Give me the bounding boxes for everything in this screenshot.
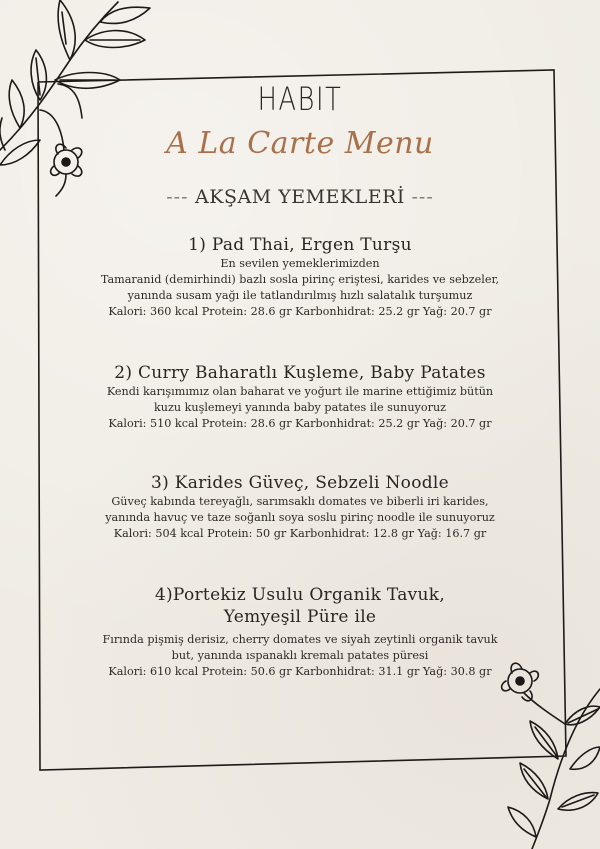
menu-item-description: Kendi karışımımız olan baharat ve yoğurt ile marine ettiğimiz bütün xyxy=(106,385,494,398)
menu-item xyxy=(30,362,570,432)
menu-subtitle: A La Carte Menu xyxy=(166,126,434,161)
menu-item-nutrition: Kalori: 510 kcal Protein: 28.6 gr Karbonhidrat: 25.2 gr Yağ: 20.7 gr xyxy=(108,417,492,430)
botanical-leaves-bottom-right-icon xyxy=(480,659,600,849)
menu-item-nutrition: Kalori: 360 kcal Protein: 28.6 gr Karbonhidrat: 25.2 gr Yağ: 20.7 gr xyxy=(108,305,492,318)
menu-item-description: but, yanında ıspanaklı kremalı patates püresi xyxy=(171,649,429,662)
section-dash-left: --- xyxy=(166,186,189,208)
section-heading xyxy=(0,186,600,208)
menu-item-description: yanında susam yağı ile tatlandırılmış hızlı salatalık turşumuz xyxy=(127,289,473,302)
menu-item-nutrition: Kalori: 610 kcal Protein: 50.6 gr Karbonhidrat: 31.1 gr Yağ: 30.8 gr xyxy=(108,665,492,678)
section-title: AKŞAM YEMEKLERİ xyxy=(195,186,405,208)
menu-item xyxy=(30,472,570,542)
menu-item-description: Güveç kabında tereyağlı, sarımsaklı domates ve biberli iri karides, xyxy=(111,495,489,508)
menu-item-title: 3) Karides Güveç, Sebzeli Noodle xyxy=(150,473,450,493)
menu-item-nutrition: Kalori: 504 kcal Protein: 50 gr Karbonhidrat: 12.8 gr Yağ: 16.7 gr xyxy=(113,527,487,540)
menu-item-title: 1) Pad Thai, Ergen Turşu xyxy=(188,235,412,255)
menu-item-description: Tamaranid (demirhindi) bazlı sosla pirinç erіştesi, karides ve sebzeler, xyxy=(100,273,500,286)
brand-logo: HABIT xyxy=(257,80,343,118)
menu-item-title: 2) Curry Baharatlı Kuşleme, Baby Patates xyxy=(114,363,486,383)
menu-item-description: yanında havuç ve taze soğanlı soya soslu pirinç noodle ile sunuyoruz xyxy=(105,511,495,524)
menu-item xyxy=(30,234,570,320)
menu-item-description: En sevilen yemeklerimizden xyxy=(220,257,380,270)
menu-item-description: kuzu kuşlemeyi yanında baby patates ile sunuyoruz xyxy=(153,401,447,414)
menu-item-title: Yemyeşil Püre ile xyxy=(223,607,377,627)
menu-item xyxy=(30,584,570,680)
menu-item-description: Fırında pişmiş derisiz, cherry domates ve siyah zeytinli organik tavuk xyxy=(102,633,498,646)
section-dash-right: --- xyxy=(411,186,434,208)
menu-item-title: 4)Portekiz Usulu Organik Tavuk, xyxy=(154,585,446,605)
